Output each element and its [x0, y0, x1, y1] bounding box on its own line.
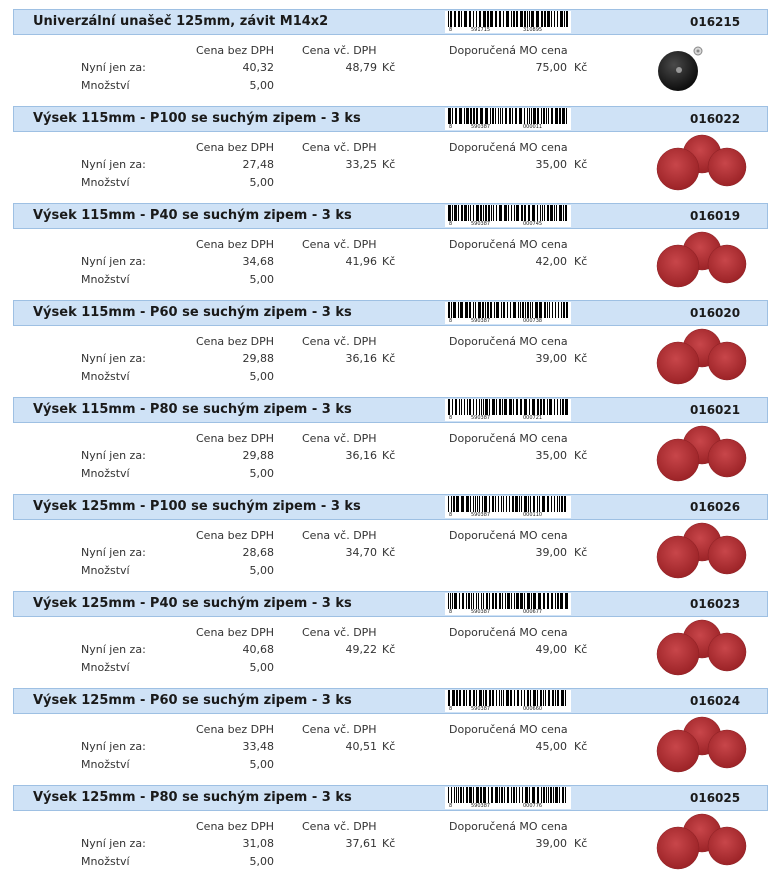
quantity-label: Množství	[81, 273, 130, 286]
currency-label: Kč	[574, 255, 588, 268]
currency-label: Kč	[382, 643, 396, 656]
quantity-label: Množství	[81, 661, 130, 674]
col-recommended-label: Doporučená MO cena	[449, 335, 568, 348]
recommended-price: 39,00	[535, 837, 567, 850]
product-name[interactable]: Výsek 125mm - P40 se suchým zipem - 3 ks	[33, 596, 352, 611]
barcode-digit-prefix: 8	[449, 318, 453, 324]
quantity-value: 5,00	[249, 273, 274, 286]
product-item	[0, 679, 781, 776]
col-price-inc-vat-label: Cena vč. DPH	[302, 626, 377, 639]
barcode-digits-right: 000677	[523, 609, 543, 615]
col-price-ex-vat-label: Cena bez DPH	[196, 335, 275, 348]
now-only-label: Nyní jen za:	[81, 61, 146, 74]
barcode-digits-right: 000745	[523, 221, 543, 227]
barcode-digits-right: 000011	[523, 124, 543, 130]
col-price-inc-vat-label: Cena vč. DPH	[302, 820, 377, 833]
recommended-price: 42,00	[535, 255, 567, 268]
barcode-digits-left: 590387	[471, 124, 491, 130]
col-recommended-label: Doporučená MO cena	[449, 626, 568, 639]
quantity-label: Množství	[81, 467, 130, 480]
product-image[interactable]	[652, 134, 748, 192]
barcode-digits-right: 000660	[523, 706, 543, 712]
currency-label: Kč	[574, 837, 588, 850]
price-inc-vat: 33,25	[345, 158, 377, 171]
product-name[interactable]: Výsek 125mm - P80 se suchým zipem - 3 ks	[33, 790, 352, 805]
product-item	[0, 776, 781, 873]
col-recommended-label: Doporučená MO cena	[449, 238, 568, 251]
barcode-digit-prefix: 8	[449, 221, 453, 227]
barcode-digits-left: 591715	[471, 27, 491, 33]
now-only-label: Nyní jen za:	[81, 643, 146, 656]
col-price-ex-vat-label: Cena bez DPH	[196, 529, 275, 542]
barcode-digits-left: 590387	[471, 803, 491, 809]
sanding-discs-icon	[652, 425, 748, 483]
product-name[interactable]: Výsek 125mm - P100 se suchým zipem - 3 ks	[33, 499, 361, 514]
product-item	[0, 291, 781, 388]
price-ex-vat: 33,48	[242, 740, 274, 753]
barcode-digits-left: 590387	[471, 221, 491, 227]
barcode	[445, 205, 571, 227]
barcode-digits-left: 590387	[471, 706, 491, 712]
col-price-inc-vat-label: Cena vč. DPH	[302, 335, 377, 348]
sanding-discs-icon	[652, 134, 748, 192]
sanding-discs-icon	[652, 716, 748, 774]
col-price-inc-vat-label: Cena vč. DPH	[302, 44, 377, 57]
quantity-value: 5,00	[249, 855, 274, 868]
col-recommended-label: Doporučená MO cena	[449, 141, 568, 154]
currency-label: Kč	[574, 643, 588, 656]
product-item	[0, 0, 781, 97]
now-only-label: Nyní jen za:	[81, 546, 146, 559]
col-price-ex-vat-label: Cena bez DPH	[196, 141, 275, 154]
col-recommended-label: Doporučená MO cena	[449, 723, 568, 736]
product-code: 016021	[690, 403, 741, 417]
product-image[interactable]	[652, 425, 748, 483]
sanding-discs-icon	[652, 231, 748, 289]
price-inc-vat: 37,61	[345, 837, 377, 850]
col-recommended-label: Doporučená MO cena	[449, 529, 568, 542]
barcode	[445, 787, 571, 809]
currency-label: Kč	[382, 255, 396, 268]
recommended-price: 35,00	[535, 449, 567, 462]
price-ex-vat: 29,88	[242, 449, 274, 462]
quantity-label: Množství	[81, 564, 130, 577]
sanding-discs-icon	[652, 522, 748, 580]
product-header[interactable]	[13, 785, 768, 811]
product-code: 016024	[690, 694, 741, 708]
col-recommended-label: Doporučená MO cena	[449, 432, 568, 445]
col-recommended-label: Doporučená MO cena	[449, 44, 568, 57]
currency-label: Kč	[574, 449, 588, 462]
now-only-label: Nyní jen za:	[81, 352, 146, 365]
recommended-price: 75,00	[535, 61, 567, 74]
barcode-digits-left: 590387	[471, 512, 491, 518]
barcode	[445, 11, 571, 33]
barcode	[445, 593, 571, 615]
quantity-value: 5,00	[249, 79, 274, 92]
product-image[interactable]	[652, 716, 748, 774]
col-price-ex-vat-label: Cena bez DPH	[196, 432, 275, 445]
sanding-discs-icon	[652, 813, 748, 871]
product-header[interactable]	[13, 494, 768, 520]
product-header[interactable]	[13, 591, 768, 617]
price-inc-vat: 36,16	[345, 352, 377, 365]
product-name[interactable]: Výsek 115mm - P80 se suchým zipem - 3 ks	[33, 402, 352, 417]
col-price-ex-vat-label: Cena bez DPH	[196, 238, 275, 251]
product-image[interactable]	[652, 619, 748, 677]
barcode-digits-right: 000110	[523, 512, 543, 518]
col-price-inc-vat-label: Cena vč. DPH	[302, 141, 377, 154]
quantity-value: 5,00	[249, 661, 274, 674]
barcode-digits-left: 590387	[471, 415, 491, 421]
product-code: 016026	[690, 500, 741, 514]
col-price-ex-vat-label: Cena bez DPH	[196, 723, 275, 736]
price-ex-vat: 40,68	[242, 643, 274, 656]
product-item	[0, 388, 781, 485]
currency-label: Kč	[574, 740, 588, 753]
product-header[interactable]	[13, 688, 768, 714]
product-name[interactable]: Výsek 115mm - P40 se suchým zipem - 3 ks	[33, 208, 352, 223]
col-price-inc-vat-label: Cena vč. DPH	[302, 238, 377, 251]
product-code: 016023	[690, 597, 741, 611]
product-code: 016020	[690, 306, 741, 320]
barcode-digit-prefix: 8	[449, 27, 453, 33]
product-image[interactable]	[652, 813, 748, 871]
price-ex-vat: 40,32	[242, 61, 274, 74]
quantity-label: Množství	[81, 176, 130, 189]
recommended-price: 45,00	[535, 740, 567, 753]
recommended-price: 39,00	[535, 546, 567, 559]
col-recommended-label: Doporučená MO cena	[449, 820, 568, 833]
currency-label: Kč	[574, 158, 588, 171]
currency-label: Kč	[382, 449, 396, 462]
price-inc-vat: 40,51	[345, 740, 377, 753]
barcode	[445, 690, 571, 712]
product-name[interactable]: Výsek 125mm - P60 se suchým zipem - 3 ks	[33, 693, 352, 708]
barcode	[445, 108, 571, 130]
barcode-digit-prefix: 8	[449, 609, 453, 615]
price-inc-vat: 34,70	[345, 546, 377, 559]
product-name[interactable]: Výsek 115mm - P100 se suchým zipem - 3 ks	[33, 111, 361, 126]
quantity-label: Množství	[81, 79, 130, 92]
product-item	[0, 97, 781, 194]
barcode-digits-right: 310895	[523, 27, 543, 33]
currency-label: Kč	[574, 61, 588, 74]
currency-label: Kč	[382, 837, 396, 850]
product-image[interactable]	[652, 37, 748, 95]
product-image[interactable]	[652, 522, 748, 580]
price-inc-vat: 36,16	[345, 449, 377, 462]
col-price-inc-vat-label: Cena vč. DPH	[302, 723, 377, 736]
barcode	[445, 399, 571, 421]
price-ex-vat: 31,08	[242, 837, 274, 850]
col-price-inc-vat-label: Cena vč. DPH	[302, 529, 377, 542]
quantity-label: Množství	[81, 758, 130, 771]
product-code: 016019	[690, 209, 741, 223]
price-inc-vat: 49,22	[345, 643, 377, 656]
backing-pad-icon	[652, 37, 748, 95]
sanding-discs-icon	[652, 328, 748, 386]
price-ex-vat: 28,68	[242, 546, 274, 559]
barcode-digits-left: 590387	[471, 609, 491, 615]
currency-label: Kč	[574, 546, 588, 559]
barcode-digit-prefix: 8	[449, 706, 453, 712]
barcode-digit-prefix: 8	[449, 124, 453, 130]
recommended-price: 35,00	[535, 158, 567, 171]
product-header[interactable]	[13, 9, 768, 35]
recommended-price: 49,00	[535, 643, 567, 656]
product-header[interactable]	[13, 300, 768, 326]
barcode	[445, 302, 571, 324]
barcode-digit-prefix: 8	[449, 415, 453, 421]
barcode-digits-left: 590387	[471, 318, 491, 324]
currency-label: Kč	[574, 352, 588, 365]
product-name[interactable]: Výsek 115mm - P60 se suchým zipem - 3 ks	[33, 305, 352, 320]
product-item	[0, 582, 781, 679]
barcode	[445, 496, 571, 518]
col-price-ex-vat-label: Cena bez DPH	[196, 820, 275, 833]
barcode-digit-prefix: 8	[449, 803, 453, 809]
quantity-value: 5,00	[249, 758, 274, 771]
now-only-label: Nyní jen za:	[81, 837, 146, 850]
now-only-label: Nyní jen za:	[81, 158, 146, 171]
price-ex-vat: 34,68	[242, 255, 274, 268]
product-image[interactable]	[652, 328, 748, 386]
product-header[interactable]	[13, 397, 768, 423]
quantity-value: 5,00	[249, 467, 274, 480]
quantity-label: Množství	[81, 855, 130, 868]
now-only-label: Nyní jen za:	[81, 255, 146, 268]
barcode-digits-right: 000738	[523, 318, 543, 324]
quantity-label: Množství	[81, 370, 130, 383]
currency-label: Kč	[382, 352, 396, 365]
currency-label: Kč	[382, 740, 396, 753]
barcode-digits-right: 000776	[523, 803, 543, 809]
price-ex-vat: 29,88	[242, 352, 274, 365]
product-image[interactable]	[652, 231, 748, 289]
currency-label: Kč	[382, 61, 396, 74]
product-code: 016025	[690, 791, 741, 805]
price-inc-vat: 48,79	[345, 61, 377, 74]
product-item	[0, 485, 781, 582]
col-price-ex-vat-label: Cena bez DPH	[196, 44, 275, 57]
now-only-label: Nyní jen za:	[81, 449, 146, 462]
recommended-price: 39,00	[535, 352, 567, 365]
product-name[interactable]: Univerzální unašeč 125mm, závit M14x2	[33, 14, 329, 29]
currency-label: Kč	[382, 158, 396, 171]
now-only-label: Nyní jen za:	[81, 740, 146, 753]
product-header[interactable]	[13, 106, 768, 132]
barcode-digit-prefix: 8	[449, 512, 453, 518]
product-item	[0, 194, 781, 291]
price-ex-vat: 27,48	[242, 158, 274, 171]
price-inc-vat: 41,96	[345, 255, 377, 268]
product-header[interactable]	[13, 203, 768, 229]
product-code: 016215	[690, 15, 741, 29]
quantity-value: 5,00	[249, 176, 274, 189]
product-code: 016022	[690, 112, 741, 126]
col-price-ex-vat-label: Cena bez DPH	[196, 626, 275, 639]
quantity-value: 5,00	[249, 370, 274, 383]
sanding-discs-icon	[652, 619, 748, 677]
quantity-value: 5,00	[249, 564, 274, 577]
barcode-digits-right: 000721	[523, 415, 543, 421]
currency-label: Kč	[382, 546, 396, 559]
col-price-inc-vat-label: Cena vč. DPH	[302, 432, 377, 445]
